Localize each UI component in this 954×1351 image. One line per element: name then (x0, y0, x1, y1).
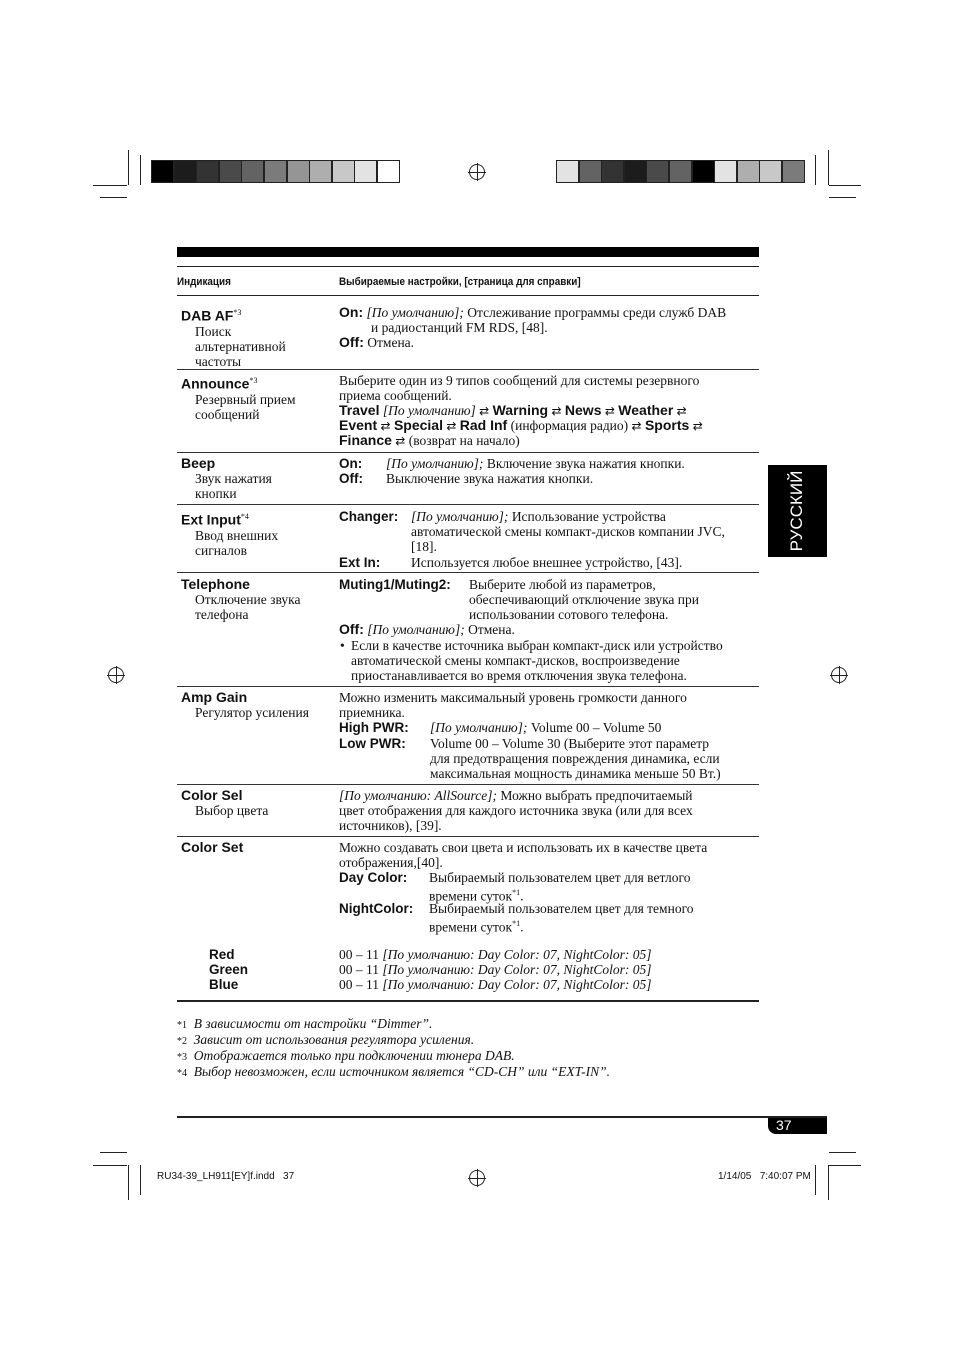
crop-mark (140, 155, 141, 185)
range-text: 00 – 11 (339, 962, 379, 977)
option-key: Rad Inf (459, 417, 508, 433)
option-key: Sports (644, 417, 690, 433)
option-text: автоматической смены компакт-дисков компании JVC, (411, 524, 725, 539)
setting-desc: Звук нажатия (195, 471, 272, 486)
cycle-arrow-icon: ⇄ (604, 404, 615, 418)
setting-desc: Регулятор усиления (195, 705, 309, 720)
text-line: отображения,[40]. (339, 855, 443, 870)
punct: . (520, 888, 524, 904)
option-key: Event (339, 417, 378, 433)
setting-title: Announce (181, 375, 250, 392)
option-text (411, 509, 666, 524)
color-swatch (646, 160, 669, 183)
note-text: автоматической смены компакт-дисков, воспроизведение (351, 653, 680, 668)
option-text: Отслеживание программы среди служб DAB (467, 305, 727, 320)
range-text: 00 – 11 (339, 947, 379, 962)
row-color-set (181, 840, 331, 855)
option-key: On: (339, 304, 364, 320)
color-swatch (556, 160, 579, 183)
setting-desc: Резервный прием (195, 391, 296, 407)
option-key: Changer: (339, 509, 399, 524)
option-on (339, 305, 726, 320)
option-key: Low PWR: (339, 736, 406, 751)
cycle-arrow-icon: ⇄ (692, 419, 703, 433)
option-text: Отмена. (367, 335, 415, 350)
color-swatch (309, 160, 332, 183)
text-line: Можно создавать свои цвета и использовать их в качестве цвета (339, 840, 708, 855)
setting-desc: частоты (195, 353, 242, 369)
footnote-text: Зависит от использования регулятора усиления. (193, 1032, 475, 1047)
color-blue-label: Blue (209, 977, 239, 992)
option-text (386, 456, 685, 471)
color-swatch (601, 160, 624, 183)
color-swatch (624, 160, 647, 183)
option-note: (информация радио) (510, 418, 629, 433)
text-line: приемника. (339, 705, 405, 720)
header-rule (177, 266, 759, 267)
row-announce (181, 373, 331, 422)
option-key: On: (339, 456, 363, 471)
crop-mark (828, 1165, 829, 1200)
row-ext-input (181, 509, 331, 558)
language-tab (768, 465, 827, 557)
footnote (177, 1064, 610, 1081)
registration-mark-icon (469, 1170, 485, 1186)
slug-file: RU34-39_LH911[EY]f.indd 37 (157, 1171, 295, 1182)
option-note: (возврат на начало) (408, 433, 520, 448)
cycle-arrow-icon: ⇄ (446, 419, 457, 433)
slug-date: 1/14/05 7:40:07 PM (718, 1171, 811, 1182)
default-label: [По умолчанию: AllSource]; (339, 788, 498, 803)
option-text: и радиостанций FM RDS, [48]. (371, 320, 548, 335)
row-divider (177, 686, 759, 687)
footnote-mark: *4 (177, 1068, 187, 1079)
crop-mark (829, 197, 856, 198)
header-rule (177, 295, 759, 296)
footnote-mark: *3 (177, 1052, 187, 1063)
text-line: приема сообщений. (339, 388, 452, 403)
option-off (339, 622, 515, 637)
option-text: Выключение звука нажатия кнопки. (386, 471, 594, 486)
option-key: Travel (339, 402, 380, 418)
setting-desc: сообщений (195, 406, 260, 422)
row-divider (177, 452, 759, 453)
color-green-range (339, 962, 652, 977)
footnote (177, 1048, 515, 1065)
footnote-text: В зависимости от настройки “Dimmer”. (193, 1016, 433, 1031)
option-text (429, 916, 523, 935)
text-line: Выберите один из 9 типов сообщений для системы резервного (339, 373, 700, 388)
color-swatch (354, 160, 377, 183)
default-label: [По умолчанию]; (386, 456, 484, 471)
option-key: News (564, 402, 602, 418)
option-key: Finance (339, 432, 392, 448)
note-text: приостанавливается во время отключения звука телефона. (351, 668, 687, 683)
row-divider (177, 504, 759, 505)
text-line: Можно изменить максимальный уровень громкости данного (339, 690, 687, 705)
punct: . (520, 919, 524, 935)
color-swatch (174, 160, 197, 183)
footnote-mark: *1 (512, 888, 521, 897)
header-col2: Выбираемые настройки, [страница для справки] (339, 276, 581, 288)
crop-mark (828, 150, 829, 185)
setting-desc: Отключение звука (195, 592, 301, 607)
color-swatch (264, 160, 287, 183)
option-text: времени суток (429, 919, 513, 935)
announce-sequence (339, 433, 520, 449)
default-label: [По умолчанию] (382, 403, 476, 418)
color-swatch (196, 160, 219, 183)
registration-mark-icon (831, 667, 847, 683)
default-label: [По умолчанию]; (367, 622, 465, 637)
color-red-range (339, 947, 652, 962)
registration-mark-icon (108, 667, 124, 683)
color-swatch (714, 160, 737, 183)
option-text: обеспечивающий отключение звука при (469, 592, 700, 607)
footnote (177, 1032, 474, 1049)
color-green-label: Green (209, 962, 249, 977)
announce-sequence (339, 403, 687, 419)
option-text: [18]. (411, 539, 437, 554)
option-key: Off: (339, 334, 364, 350)
option-text: максимальная мощность динамика меньше 50 Вт.) (430, 766, 721, 781)
note-text: Если в качестве источника выбран компакт-диск или устройство (351, 638, 723, 653)
crop-mark (100, 1152, 127, 1153)
option-text: Выбираемый пользователем цвет для ветлого (429, 870, 691, 885)
row-telephone (181, 577, 331, 622)
option-text: Volume 00 – Volume 30 (Выберите этот параметр (430, 736, 710, 751)
footnote-text: Выбор невозможен, если источником является “CD-CH” или “EXT-IN”. (193, 1064, 611, 1079)
option-text: Можно выбрать предпочитаемый (500, 788, 693, 803)
row-divider (177, 572, 759, 573)
footnote-mark: *3 (233, 308, 242, 317)
setting-desc: Ввод внешних (195, 527, 279, 543)
setting-title: Telephone (181, 576, 250, 592)
crop-mark (128, 1165, 129, 1200)
option-text: времени суток (429, 888, 513, 904)
option-text: Включение звука нажатия кнопки. (486, 456, 685, 471)
option-key: Special (393, 417, 443, 433)
default-label: [По умолчанию]; (366, 305, 464, 320)
option-key: Off: (339, 471, 363, 486)
option-key: Off: (339, 621, 364, 637)
setting-title: Amp Gain (181, 689, 248, 705)
cycle-arrow-icon: ⇄ (380, 419, 391, 433)
cycle-arrow-icon: ⇄ (395, 434, 406, 448)
option-key: Muting1/Muting2: (339, 577, 451, 592)
crop-mark (140, 1165, 141, 1195)
color-swatch (287, 160, 310, 183)
option-key: Ext In: (339, 555, 381, 570)
announce-sequence (339, 418, 703, 434)
crop-mark (815, 155, 816, 185)
default-label: [По умолчанию: Day Color: 07, NightColor: 05] (382, 977, 652, 992)
setting-desc: Поиск (195, 323, 232, 339)
option-key: Day Color: (339, 870, 408, 885)
row-color-sel (181, 788, 331, 818)
text-line: источников), [39]. (339, 818, 442, 833)
default-label: [По умолчанию: Day Color: 07, NightColor: 05] (382, 947, 652, 962)
option-key: Weather (618, 402, 674, 418)
setting-title: Ext Input (181, 511, 241, 528)
option-text: Использование устройства (511, 509, 666, 524)
option-key: High PWR: (339, 720, 409, 735)
crop-mark (128, 150, 129, 185)
cycle-arrow-icon: ⇄ (631, 419, 642, 433)
row-beep (181, 456, 331, 501)
setting-title: Color Sel (181, 787, 243, 803)
row-divider (177, 369, 759, 370)
range-text: 00 – 11 (339, 977, 379, 992)
row-divider (177, 784, 759, 785)
color-swatch (737, 160, 760, 183)
footnote (177, 1016, 432, 1033)
option-text: Используется любое внешнее устройство, [43]. (411, 555, 683, 570)
page-number-tab (768, 1118, 827, 1134)
row-divider (177, 836, 759, 837)
footnote-mark: *2 (177, 1036, 187, 1047)
crop-mark (815, 1165, 816, 1195)
crop-mark (93, 185, 127, 186)
option-text: Volume 00 – Volume 50 (530, 720, 662, 735)
setting-desc: телефона (195, 607, 249, 622)
setting-title: DAB AF (181, 307, 234, 324)
option-off (339, 335, 414, 350)
crop-mark (829, 1152, 856, 1153)
color-blue-range (339, 977, 652, 992)
color-swatch (759, 160, 782, 183)
page-number: 37 (776, 1117, 792, 1133)
header-col1: Индикация (177, 276, 231, 288)
color-swatch (692, 160, 715, 183)
footnote-mark: *1 (177, 1020, 187, 1031)
option-text: Выбираемый пользователем цвет для темного (429, 901, 694, 916)
color-swatch (377, 160, 400, 183)
crop-mark (829, 185, 861, 186)
color-swatch (151, 160, 174, 183)
row-amp-gain (181, 690, 331, 720)
setting-title: Color Set (181, 839, 244, 855)
option-key: Warning (492, 402, 549, 418)
default-label: [По умолчанию]; (411, 509, 509, 524)
registration-mark-icon (469, 164, 485, 180)
option-text: для предотвращения повреждения динамика, если (430, 751, 720, 766)
cycle-arrow-icon: ⇄ (676, 404, 687, 418)
setting-desc: Выбор цвета (195, 803, 269, 818)
color-swatch (669, 160, 692, 183)
footnote-mark: *3 (249, 376, 258, 385)
text-line: цвет отображения для каждого источника звука (или для всех (339, 803, 693, 818)
color-red-label: Red (209, 947, 235, 962)
option-key: NightColor: (339, 901, 414, 916)
header-bar (177, 247, 759, 257)
cycle-arrow-icon: ⇄ (479, 404, 490, 418)
setting-desc: кнопки (195, 486, 237, 501)
bullet: • (340, 638, 345, 653)
default-label: [По умолчанию]; (430, 720, 528, 735)
page-bottom-rule (177, 1116, 827, 1118)
language-tab-label: РУССКИЙ (787, 470, 806, 552)
table-bottom-rule (177, 1000, 759, 1002)
setting-desc: сигналов (195, 542, 247, 558)
color-swatch (219, 160, 242, 183)
option-text: Выберите любой из параметров, (469, 577, 656, 592)
crop-mark (829, 1165, 861, 1166)
option-text: использовании сотового телефона. (469, 607, 669, 622)
option-text (430, 720, 661, 735)
crop-mark (93, 1165, 127, 1166)
row-dab-af (181, 305, 331, 369)
color-swatch (241, 160, 264, 183)
crop-mark (100, 197, 127, 198)
footnote-text: Отображается только при подключении тюнера DAB. (193, 1048, 515, 1063)
option-text: Отмена. (468, 622, 515, 637)
default-label: [По умолчанию: Day Color: 07, NightColor: 05] (382, 962, 652, 977)
color-swatch (579, 160, 602, 183)
footnote-mark: *4 (240, 512, 249, 521)
setting-title: Beep (181, 455, 216, 471)
option-text (339, 788, 693, 803)
color-swatch (782, 160, 805, 183)
color-swatch (332, 160, 355, 183)
setting-desc: альтернативной (195, 338, 286, 354)
cycle-arrow-icon: ⇄ (551, 404, 562, 418)
footnote-mark: *1 (512, 919, 521, 928)
